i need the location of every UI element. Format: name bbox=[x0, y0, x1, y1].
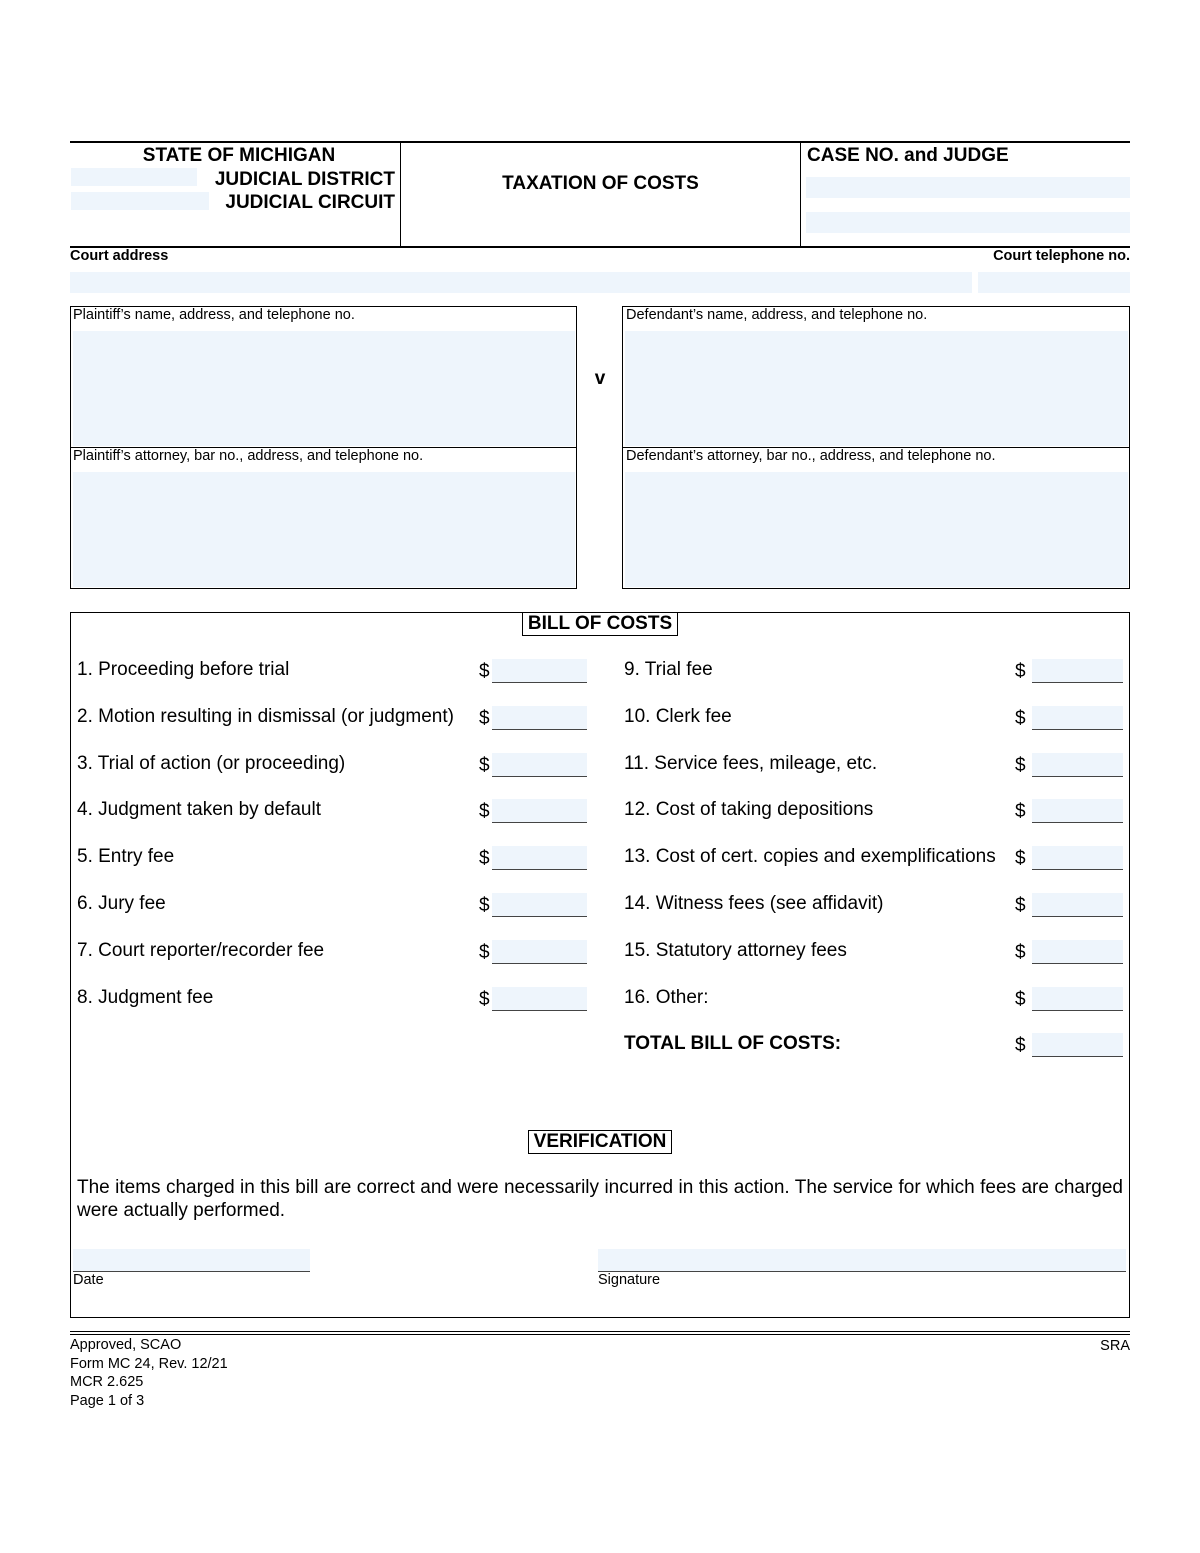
defendant-label: Defendant’s name, address, and telephone no. bbox=[626, 307, 928, 323]
bill-item-2-label: 2. Motion resulting in dismissal (or judgment) bbox=[77, 705, 454, 727]
court-telephone-field[interactable] bbox=[978, 272, 1130, 293]
bill-item-5-label: 5. Entry fee bbox=[77, 846, 175, 868]
bill-item-5-amount-field[interactable] bbox=[492, 846, 587, 870]
footer-form-number: Form MC 24, Rev. 12/21 bbox=[70, 1355, 228, 1372]
header-bottom-rule bbox=[70, 246, 1130, 248]
court-address-label: Court address bbox=[70, 248, 169, 264]
footer-page-number: Page 1 of 3 bbox=[70, 1392, 145, 1409]
bill-item-1-amount-field[interactable] bbox=[492, 659, 587, 683]
bill-of-costs-title: BILL OF COSTS bbox=[522, 612, 678, 636]
bill-item-6-label: 6. Jury fee bbox=[77, 893, 166, 914]
bill-item-16-currency: $ bbox=[1015, 988, 1026, 1010]
case-no-label: CASE NO. and JUDGE bbox=[807, 145, 1009, 166]
total-bill-currency: $ bbox=[1015, 1035, 1026, 1057]
bill-item-11-label: 11. Service fees, mileage, etc. bbox=[624, 752, 878, 774]
bill-item-3-currency: $ bbox=[479, 754, 490, 776]
bill-item-10-amount-field[interactable] bbox=[1032, 706, 1123, 730]
bill-title-wrap bbox=[70, 612, 1130, 636]
date-field[interactable] bbox=[73, 1249, 310, 1272]
bill-item-8-label: 8. Judgment fee bbox=[77, 986, 214, 1008]
bill-item-4-label: 4. Judgment taken by default bbox=[77, 799, 321, 821]
case-number-field[interactable] bbox=[806, 177, 1130, 198]
total-bill-label: TOTAL BILL OF COSTS: bbox=[624, 1033, 842, 1055]
bill-item-3-label: 3. Trial of action (or proceeding) bbox=[77, 752, 346, 774]
bill-item-16-amount-field[interactable] bbox=[1032, 987, 1123, 1011]
circuit-number-field[interactable] bbox=[71, 192, 209, 210]
bill-item-10-currency: $ bbox=[1015, 707, 1026, 729]
bill-item-12-label: 12. Cost of taking depositions bbox=[624, 799, 874, 821]
bill-item-1-label: 1. Proceeding before trial bbox=[77, 659, 290, 680]
footer-rule-1 bbox=[70, 1331, 1130, 1332]
bill-item-5-currency: $ bbox=[479, 848, 490, 870]
defendant-attorney-field[interactable] bbox=[625, 472, 1128, 587]
bill-item-14-currency: $ bbox=[1015, 895, 1026, 916]
bill-item-13-currency: $ bbox=[1015, 848, 1026, 870]
bill-item-15-label: 15. Statutory attorney fees bbox=[624, 939, 847, 961]
verification-title: VERIFICATION bbox=[528, 1130, 673, 1154]
court-telephone-label: Court telephone no. bbox=[993, 248, 1130, 264]
bill-item-13-amount-field[interactable] bbox=[1032, 846, 1123, 870]
versus-label: v bbox=[594, 368, 606, 389]
header-divider-right bbox=[800, 143, 801, 246]
bill-item-2-amount-field[interactable] bbox=[492, 706, 587, 730]
bill-item-12-currency: $ bbox=[1015, 801, 1026, 823]
bill-item-12-amount-field[interactable] bbox=[1032, 799, 1123, 823]
signature-label: Signature bbox=[598, 1272, 661, 1288]
bill-item-6-amount-field[interactable] bbox=[492, 893, 587, 917]
bill-item-11-amount-field[interactable] bbox=[1032, 753, 1123, 777]
bill-item-8-currency: $ bbox=[479, 988, 490, 1010]
bill-item-13-label: 13. Cost of cert. copies and exemplifications bbox=[624, 846, 996, 868]
district-label: JUDICIAL DISTRICT bbox=[214, 169, 395, 190]
bill-item-16-label: 16. Other: bbox=[624, 986, 709, 1008]
bill-item-4-amount-field[interactable] bbox=[492, 799, 587, 823]
total-bill-amount-field[interactable] bbox=[1032, 1033, 1123, 1057]
footer-sra: SRA bbox=[1100, 1338, 1130, 1354]
bill-item-14-amount-field[interactable] bbox=[1032, 893, 1123, 917]
defendant-attorney-label: Defendant’s attorney, bar no., address, and telephone no. bbox=[626, 448, 996, 464]
plaintiff-field[interactable] bbox=[73, 331, 575, 446]
plaintiff-attorney-field[interactable] bbox=[73, 472, 575, 587]
bill-item-7-currency: $ bbox=[479, 941, 490, 963]
bill-item-14-label: 14. Witness fees (see affidavit) bbox=[624, 893, 884, 914]
bill-item-11-currency: $ bbox=[1015, 754, 1026, 776]
bill-item-15-currency: $ bbox=[1015, 941, 1026, 963]
bill-item-3-amount-field[interactable] bbox=[492, 753, 587, 777]
bill-item-10-label: 10. Clerk fee bbox=[624, 705, 732, 727]
state-label: STATE OF MICHIGAN bbox=[142, 145, 336, 166]
bill-item-15-amount-field[interactable] bbox=[1032, 940, 1123, 964]
bill-item-7-label: 7. Court reporter/recorder fee bbox=[77, 939, 325, 961]
bill-item-9-label: 9. Trial fee bbox=[624, 659, 713, 680]
verification-text: The items charged in this bill are correct and were necessarily incurred in this action. The service for which fees are charged were actually performed. bbox=[77, 1177, 1123, 1221]
circuit-label: JUDICIAL CIRCUIT bbox=[225, 192, 395, 213]
form-title: TAXATION OF COSTS bbox=[502, 173, 699, 194]
bill-item-6-currency: $ bbox=[479, 895, 490, 916]
bill-item-9-currency: $ bbox=[1015, 661, 1026, 682]
bill-item-4-currency: $ bbox=[479, 801, 490, 823]
bill-item-9-amount-field[interactable] bbox=[1032, 659, 1123, 683]
bill-item-7-amount-field[interactable] bbox=[492, 940, 587, 964]
judge-field[interactable] bbox=[806, 212, 1130, 233]
bill-item-2-currency: $ bbox=[479, 707, 490, 729]
district-number-field[interactable] bbox=[71, 168, 197, 186]
signature-field[interactable] bbox=[598, 1249, 1126, 1272]
footer-mcr: MCR 2.625 bbox=[70, 1374, 144, 1390]
footer-approved: Approved, SCAO bbox=[70, 1337, 182, 1353]
header-top-rule bbox=[70, 141, 1130, 143]
verification-title-wrap bbox=[70, 1130, 1130, 1154]
plaintiff-label: Plaintiff’s name, address, and telephone no. bbox=[73, 307, 355, 323]
bill-item-1-currency: $ bbox=[479, 661, 490, 682]
court-address-field[interactable] bbox=[70, 272, 972, 293]
defendant-field[interactable] bbox=[625, 331, 1128, 446]
footer-rule-2 bbox=[70, 1334, 1130, 1335]
bill-item-8-amount-field[interactable] bbox=[492, 987, 587, 1011]
date-label: Date bbox=[73, 1272, 104, 1288]
plaintiff-attorney-label: Plaintiff’s attorney, bar no., address, and telephone no. bbox=[73, 448, 424, 464]
